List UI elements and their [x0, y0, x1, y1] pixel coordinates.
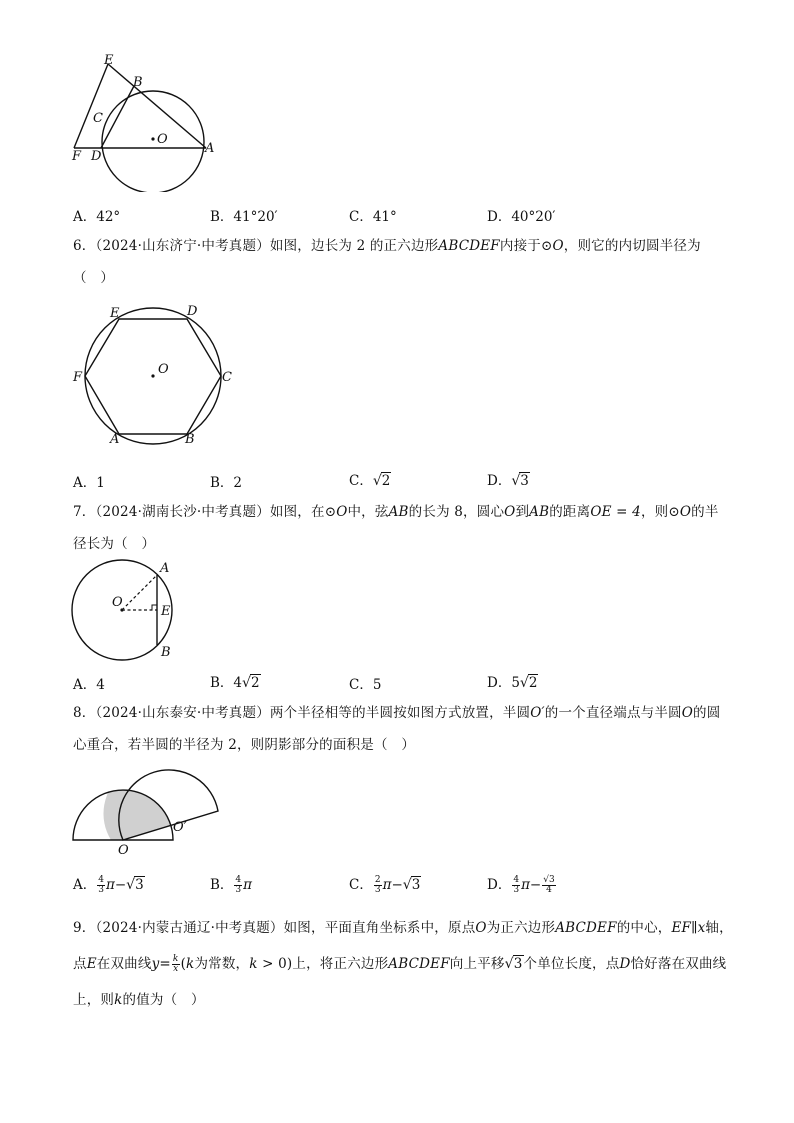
sqrt-icon: √ — [511, 473, 521, 489]
q7-math-3: O — [504, 504, 516, 520]
q8-option-a-root: 3 — [135, 877, 144, 893]
q5-option-b[interactable]: B．41°20′ — [210, 209, 278, 225]
q6-label-A: A — [110, 432, 120, 447]
q7-label-O: O — [112, 595, 123, 610]
q6-center-dot — [151, 374, 154, 377]
q5-label-O: O — [157, 132, 168, 147]
q7-label-A: A — [160, 561, 170, 576]
q6-option-d-root: 3 — [520, 473, 529, 489]
q7-math-4: AB — [529, 504, 550, 520]
q8-number: 8． — [73, 705, 96, 721]
q7-text-5: 的距离 — [549, 504, 591, 520]
q8-text-1: 两个半径相等的半圆按如图方式放置，半圆 — [269, 705, 531, 721]
q7-option-b-coef: 4 — [233, 675, 243, 691]
q9-math-3: EF — [671, 920, 692, 936]
q8-option-c-mid: π− — [382, 877, 403, 893]
q9-text-3: 的中心， — [616, 920, 672, 936]
q8-option-d[interactable] — [487, 873, 557, 895]
q8-option-b[interactable] — [210, 873, 252, 895]
q9-math-4: x — [697, 920, 706, 936]
q8-label-O-prime: O′ — [173, 820, 187, 835]
q8-shaded-region — [103, 774, 174, 840]
q5-line-DB — [101, 86, 134, 148]
q7-label-B: B — [161, 645, 171, 660]
q9-math-2: ABCDEF — [555, 920, 617, 936]
q7-figure — [66, 555, 191, 665]
q8-option-b-fraction: $\frac{4}{3}$ — [235, 875, 242, 895]
q7-option-b[interactable] — [210, 671, 261, 691]
q6-text-2: 内接于⊙ — [499, 238, 553, 254]
q8-math-1: O′ — [530, 705, 545, 721]
q6-text-1: 如图，边长为 2 的正六边形 — [269, 238, 439, 254]
q8-option-d-mid: π− — [521, 877, 542, 893]
q6-option-c[interactable] — [349, 469, 391, 489]
q6-label-E: E — [110, 306, 120, 321]
sqrt-icon: √ — [519, 675, 529, 691]
q8-option-c-fraction: $\frac{2}{3}$ — [374, 875, 381, 895]
q7-label-E: E — [161, 604, 171, 619]
q9-math-1: O — [475, 920, 487, 936]
q6-option-c-root: 2 — [381, 473, 391, 489]
q7-option-a[interactable]: A．4 — [73, 677, 105, 693]
q8-option-c-root: 3 — [411, 877, 421, 893]
q6-option-a[interactable]: A．1 — [73, 475, 105, 491]
q8-option-c[interactable] — [349, 873, 421, 895]
q9-text-4: ∥ — [691, 920, 698, 936]
q8-option-a-prefix: A． — [73, 877, 97, 893]
q6-label-D: D — [187, 304, 198, 319]
q9-stem: 9．（2024·内蒙古通辽·中考真题）如图，平面直角坐标系中，原点O为正六边形ABCDEF的中心，EF∥x轴， 点E在双曲线y= $\frac{k}{x}$ (k为常数，k > 0)上，将正六边形ABCDEF向上平移√3个单位长度，点D恰好落在双曲线 上，则k的值为（ ） — [73, 920, 733, 1008]
sqrt-icon: √ — [402, 877, 412, 893]
q7-option-c[interactable]: C．5 — [349, 677, 382, 693]
q8-text-2: 的一个直径端点与半圆 — [544, 705, 682, 721]
q6-option-d-prefix: D． — [487, 473, 512, 489]
q8-option-a-fraction: $\frac{4}{3}$ — [98, 875, 104, 895]
q6-number: 6． — [73, 238, 96, 254]
q6-math-2: O — [552, 238, 564, 254]
q7-option-d-coef: 5 — [511, 675, 520, 691]
q9-text-2: 为正六边形 — [486, 920, 556, 936]
q7-number: 7． — [73, 504, 96, 520]
q7-text-6: ，则⊙ — [640, 504, 680, 520]
q6-option-d[interactable] — [487, 469, 530, 489]
q7-source: （2024·湖南长沙·中考真题） — [95, 504, 270, 520]
q7-text-2: 中，弦 — [347, 504, 389, 520]
q8-option-d-fraction-2: $\frac{√3}{4}$ — [543, 875, 555, 895]
q6-text-3: ，则它的内切圆半径为 — [563, 238, 701, 254]
q8-option-b-pi: π — [243, 877, 253, 893]
q6-label-B: B — [185, 432, 195, 447]
q5-option-a[interactable]: A．42° — [73, 209, 121, 225]
q6-label-F: F — [73, 370, 83, 385]
q8-math-2: O — [681, 705, 694, 721]
sqrt-icon: √ — [372, 473, 382, 489]
q5-label-E: E — [104, 53, 114, 68]
q8-option-c-prefix: C． — [349, 877, 373, 893]
q7-line-2: 径长为（ ） — [73, 536, 156, 552]
q5-label-C: C — [93, 111, 103, 126]
q6-math-1: ABCDEF — [438, 238, 500, 254]
q8-line-2: 心重合，若半圆的半径为 2，则阴影部分的面积是（ ） — [73, 737, 416, 753]
q8-label-O: O — [118, 843, 129, 858]
q7-text-1: 如图，在⊙ — [269, 504, 337, 520]
q7-option-b-root: 2 — [250, 675, 260, 691]
q7-math-6: O — [679, 504, 692, 520]
sqrt-icon: √ — [504, 956, 514, 972]
q9-text-1: 如图，平面直角坐标系中，原点 — [283, 920, 476, 936]
q9-fraction: $\frac{k}{x}$ — [172, 954, 179, 974]
q9-source: （2024·内蒙古通辽·中考真题） — [95, 920, 284, 936]
q6-option-b[interactable]: B．2 — [210, 475, 243, 491]
q7-math-1: O — [336, 504, 348, 520]
q7-option-b-prefix: B． — [210, 675, 234, 691]
q8-text-3: 的圆 — [693, 705, 721, 721]
q8-option-a-mid: π− — [105, 877, 127, 893]
q6-label-O: O — [158, 362, 169, 377]
q6-label-C: C — [222, 370, 232, 385]
q9-number: 9． — [73, 920, 96, 936]
q5-center-dot — [151, 137, 154, 140]
q8-option-d-prefix: D． — [487, 877, 512, 893]
q5-label-F: F — [72, 149, 82, 164]
q8-option-b-prefix: B． — [210, 877, 234, 893]
q7-text-4: 到 — [515, 504, 530, 520]
sqrt-icon: √ — [242, 675, 251, 691]
q7-right-angle-mark — [152, 605, 157, 610]
q7-option-d-prefix: D． — [487, 675, 512, 691]
q7-text-3: 的长为 8，圆心 — [408, 504, 505, 520]
q8-option-a[interactable] — [73, 873, 145, 895]
sqrt-icon: √ — [126, 877, 136, 893]
q8-option-d-fraction-1: $\frac{4}{3}$ — [513, 875, 520, 895]
q7-option-d[interactable] — [487, 671, 538, 691]
q7-math-2: AB — [388, 504, 409, 520]
q6-figure — [68, 300, 238, 450]
q6-blank: （ ） — [73, 270, 115, 286]
q5-option-d[interactable]: D．40°20′ — [487, 209, 556, 225]
q7-math-5: OE = 4 — [590, 504, 641, 520]
q8-source: （2024·山东泰安·中考真题） — [95, 705, 270, 721]
q5-label-D: D — [91, 149, 102, 164]
q6-option-c-prefix: C． — [349, 473, 373, 489]
q7-stem — [73, 496, 733, 560]
q5-figure — [60, 52, 230, 192]
q7-option-d-root: 2 — [528, 675, 538, 691]
q7-text-7: 的半 — [691, 504, 719, 520]
q5-option-c[interactable]: C．41° — [349, 209, 397, 225]
q8-figure — [66, 765, 226, 860]
q5-label-A: A — [205, 141, 215, 156]
q9-text-5: 轴， — [705, 920, 733, 936]
q5-label-B: B — [133, 75, 143, 90]
q8-stem — [73, 697, 733, 761]
q6-source: （2024·山东济宁·中考真题） — [95, 238, 270, 254]
q6-stem — [73, 230, 733, 294]
q5-circle — [102, 91, 204, 192]
